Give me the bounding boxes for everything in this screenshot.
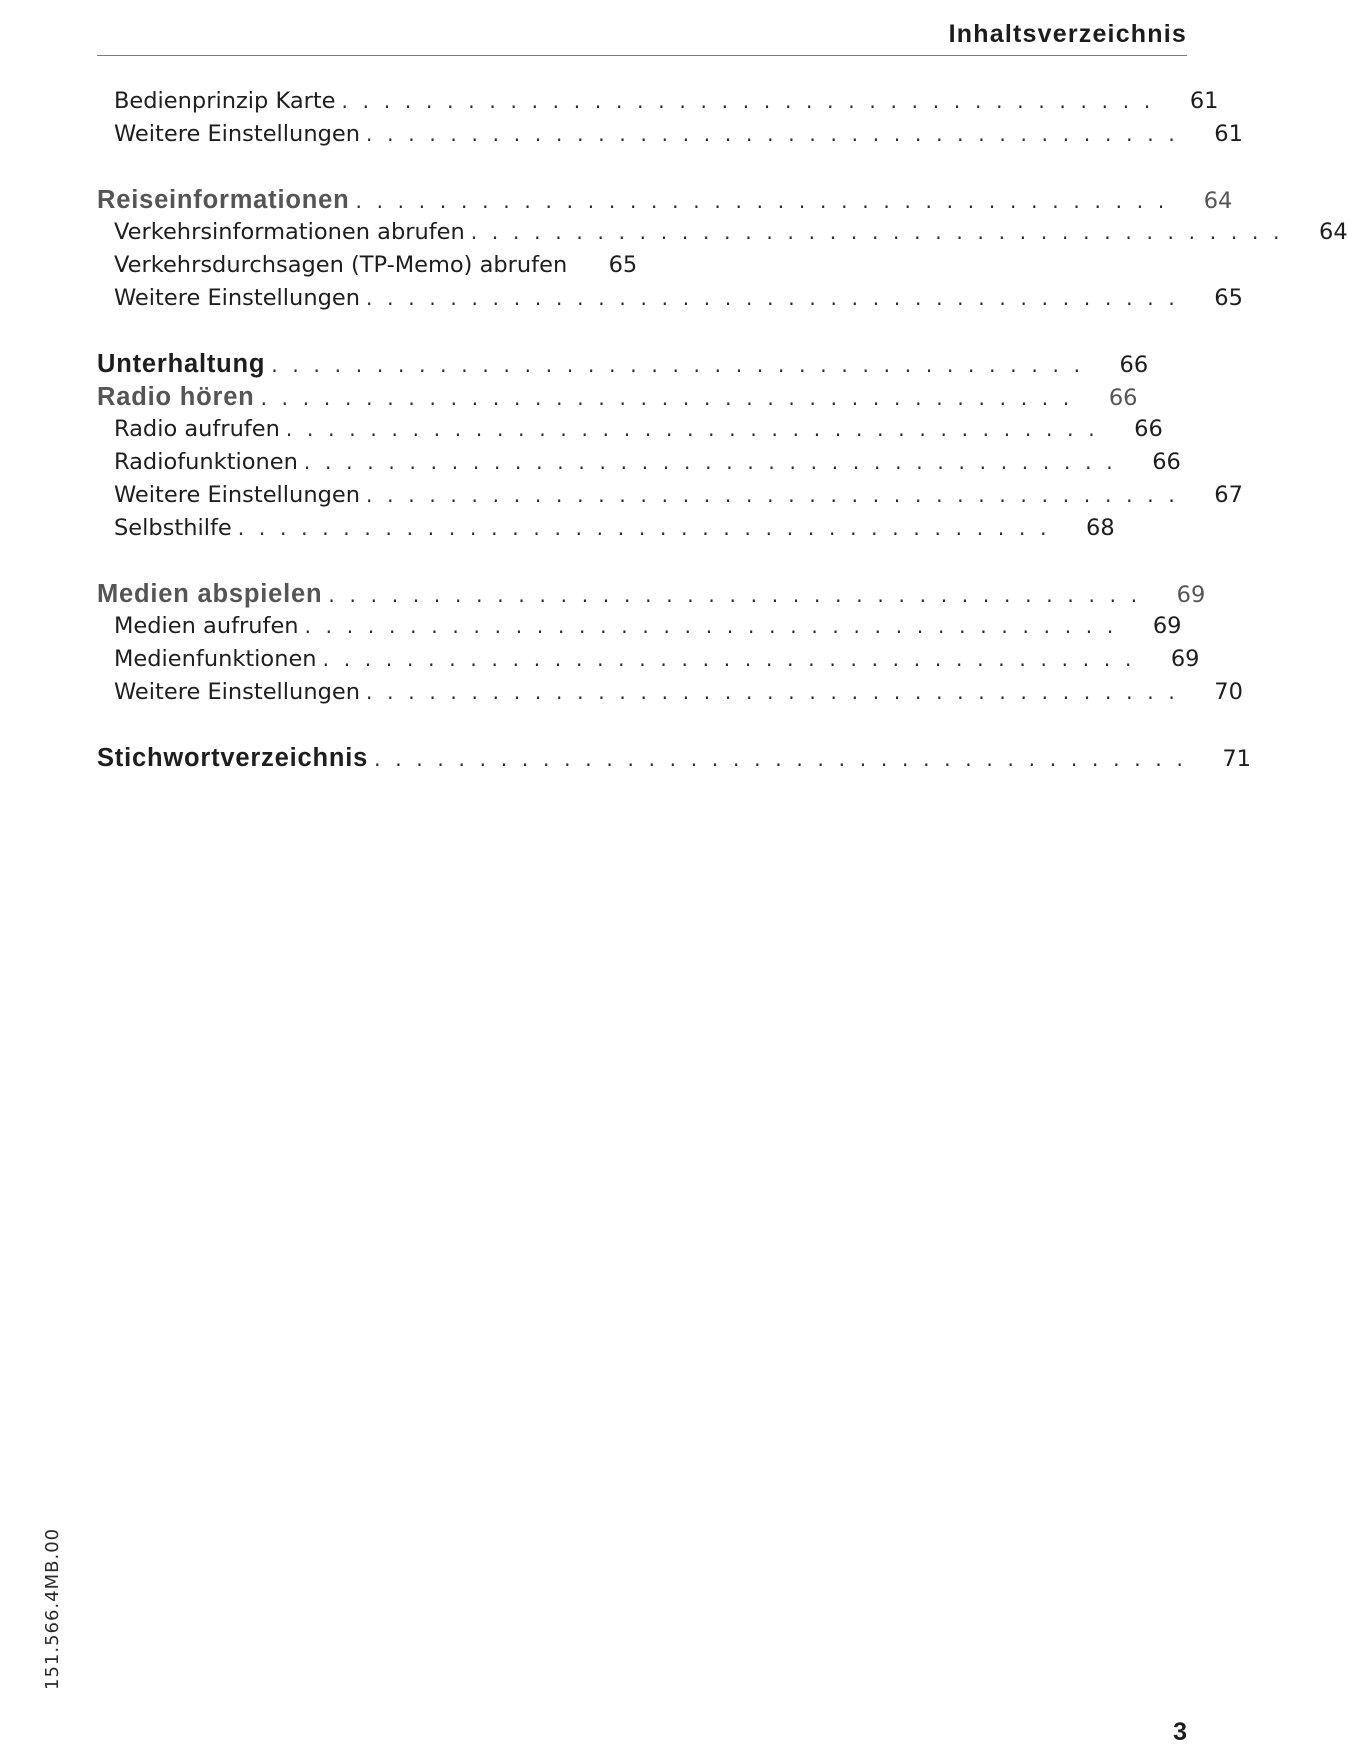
toc-leader-dots: . . . . . . . . . . . . . . . . . . . . . . . . . . . . . . . . . . . . . . . [355,189,1169,213]
toc-entry-page: 61 [1214,121,1243,147]
toc-section-label: Stichwortverzeichnis [97,744,369,772]
page-header-title: Inhaltsverzeichnis [948,20,1187,48]
toc-entry-page: 64 [1319,219,1348,245]
toc-entry-label: Bedienprinzip Karte [114,88,336,114]
toc-entry-label: Radio aufrufen [114,416,280,442]
toc-entry-label: Weitere Einstellungen [114,121,360,147]
toc-leader-dots: . . . . . . . . . . . . . . . . . . . . . . . . . . . . . . . . . . . . . . . [303,450,1117,474]
toc-entry-medien-aufrufen[interactable] [97,613,1182,646]
toc-entry-page: 69 [1170,646,1200,672]
document-code: 151.566.4MB.00 [42,1527,63,1690]
toc-entry-page: 68 [1086,515,1115,541]
toc-entry-selbsthilfe[interactable] [97,515,1115,548]
toc-entry-page: 67 [1214,482,1243,508]
toc-section-page: 64 [1203,188,1233,214]
toc-section-radio-hoeren[interactable] [97,383,1138,416]
toc-leader-dots: . . . . . . . . . . . . . . . . . . . . . . . . . . . . . . . . . . . . . . . [304,614,1118,638]
toc-leader-dots: . . . . . . . . . . . . . . . . . . . . . . . . . . . . . . . . . . . . . . . [271,353,1085,377]
toc-entry-weitere-einstellungen[interactable] [97,121,1243,154]
toc-leader-dots: . . . . . . . . . . . . . . . . . . . . . . . . . . . . . . . . . . . . . . . [365,286,1179,310]
toc-entry-medienfunktionen[interactable] [97,646,1200,679]
toc-entry-bedienprinzip-karte[interactable] [97,88,1219,121]
toc-entry-verkehrsinformationen-abrufen[interactable] [97,219,1348,252]
toc-entry-verkehrsdurchsagen[interactable] [97,252,638,285]
toc-section-stichwortverzeichnis[interactable] [97,744,1251,777]
toc-section-page: 66 [1119,352,1149,378]
toc-entry-radio-aufrufen[interactable] [97,416,1163,449]
toc-entry-radiofunktionen[interactable] [97,449,1181,482]
toc-leader-dots: . . . . . . . . . . . . . . . . . . . . . . . . . . . . . . . . . . . . . . . [365,680,1179,704]
toc-leader-dots: . . . . . . . . . . . . . . . . . . . . . . . . . . . . . . . . . . . . . . . [237,516,1051,540]
toc-entry-page: 65 [1214,285,1243,311]
toc-section-label: Medien abspielen [97,580,323,608]
toc-section-label: Unterhaltung [97,350,266,378]
toc-entry-page: 66 [1152,449,1181,475]
toc-leader-dots: . . . . . . . . . . . . . . . . . . . . . . . . . . . . . . . . . . . . . . . [322,647,1136,671]
toc-section-label: Radio hören [97,383,255,411]
toc-section-page: 66 [1108,385,1138,411]
toc-entry-page: 66 [1134,416,1163,442]
toc-leader-dots: . . . . . . . . . . . . . . . . . . . . . . . . . . . . . . . . . . . . . . . [470,220,1284,244]
toc-leader-dots: . . . . . . . . . . . . . . . . . . . . . . . . . . . . . . . . . . . . . . . [341,89,1155,113]
toc-entry-label: Medienfunktionen [114,646,317,672]
toc-entry-label: Weitere Einstellungen [114,482,360,508]
toc-entry-page: 70 [1214,679,1243,705]
toc-section-medien-abspielen[interactable] [97,580,1206,613]
toc-section-page: 69 [1176,582,1206,608]
toc-entry-page: 65 [608,252,638,278]
toc-entry-weitere-einstellungen[interactable] [97,679,1243,712]
toc-leader-dots: . . . . . . . . . . . . . . . . . . . . . . . . . . . . . . . . . . . . . . . [328,583,1142,607]
toc-leader-dots: . . . . . . . . . . . . . . . . . . . . . . . . . . . . . . . . . . . . . . . [365,122,1179,146]
toc-entry-label: Verkehrsdurchsagen (TP-Memo) abrufen [114,252,568,278]
toc-section-reiseinformationen[interactable] [97,186,1233,219]
toc-section-page: 71 [1222,746,1251,772]
header-rule [97,55,1187,56]
page-number: 3 [1173,1718,1187,1746]
toc-entry-label: Verkehrsinformationen abrufen [114,219,465,245]
toc-entry-weitere-einstellungen[interactable] [97,482,1243,515]
toc-leader-dots: . . . . . . . . . . . . . . . . . . . . . . . . . . . . . . . . . . . . . . . [374,747,1187,771]
toc-leader-dots: . . . . . . . . . . . . . . . . . . . . . . . . . . . . . . . . . . . . . . . [365,483,1179,507]
toc-entry-label: Weitere Einstellungen [114,285,360,311]
toc-leader-dots: . . . . . . . . . . . . . . . . . . . . . . . . . . . . . . . . . . . . . . . [260,386,1074,410]
toc-section-label: Reiseinformationen [97,186,350,214]
toc-entry-page: 69 [1152,613,1182,639]
toc-leader-dots: . . . . . . . . . . . . . . . . . . . . . . . . . . . . . . . . . . . . . . . [285,417,1099,441]
toc-entry-weitere-einstellungen[interactable] [97,285,1243,318]
toc-entry-label: Radiofunktionen [114,449,298,475]
toc-entry-page: 61 [1189,88,1219,114]
toc-entry-label: Medien aufrufen [114,613,299,639]
toc-entry-label: Weitere Einstellungen [114,679,360,705]
toc-entry-label: Selbsthilfe [114,515,232,541]
toc-section-unterhaltung[interactable] [97,350,1149,383]
